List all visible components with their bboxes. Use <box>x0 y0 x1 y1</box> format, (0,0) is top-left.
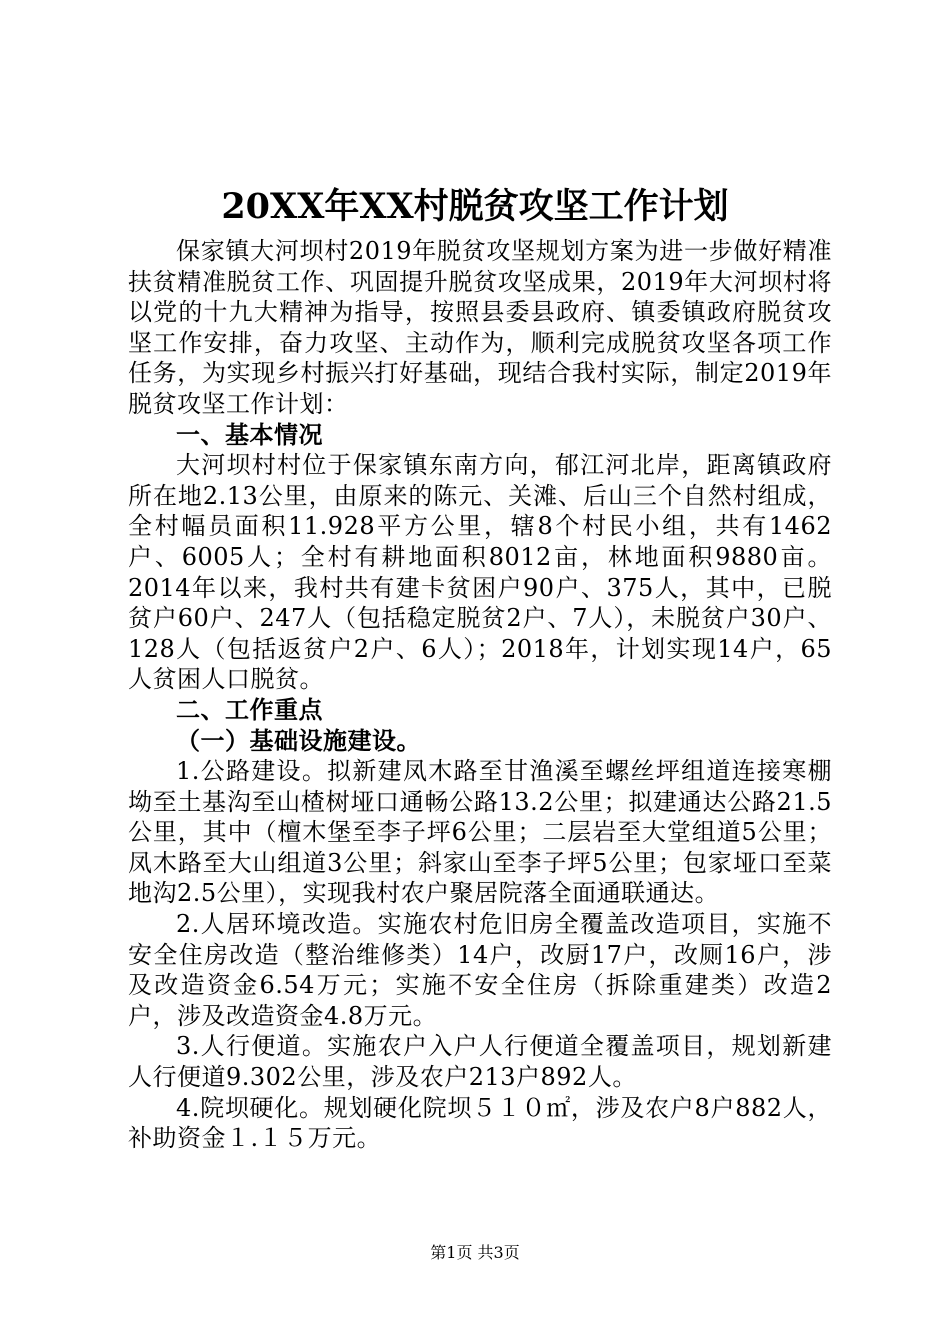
subheading-infrastructure: （一）基础设施建设。 <box>176 726 421 755</box>
page-footer: 第1页 共3页 <box>430 1243 520 1262</box>
heading-work-focus: 二、工作重点 <box>176 695 323 724</box>
heading-basic-situation: 一、基本情况 <box>176 420 323 449</box>
paragraph-road-construction: 1.公路建设。拟新建凤木路至甘渔溪至螺丝坪组道连接寒棚坳至土基沟至山楂树垭口通畅公路13.2公里；拟建通达公路21.5公里，其中（檀木堡至李子坪6公里；二层岩至大堂组道5公里；凤木路至大山组道3公里；斜家山至李子坪5公里；包家垭口至菜地沟2.5公里），实现我村农户聚居院落全面通联通达。 <box>128 757 832 908</box>
paragraph-intro: 保家镇大河坝村2019年脱贫攻坚规划方案为进一步做好精准扶贫精准脱贫工作、巩固提升脱贫攻坚成果，2019年大河坝村将以党的十九大精神为指导，按照县委县政府、镇委镇政府脱贫攻坚工作安排，奋力攻坚、主动作为，顺利完成脱贫攻坚各项工作任务，为实现乡村振兴打好基础，现结合我村实际，制定2019年脱贫攻坚工作计划： <box>128 237 832 418</box>
paragraph-sidewalk: 3.人行便道。实施农户入户人行便道全覆盖项目，规划新建人行便道9.302公里，涉及农户213户892人。 <box>128 1032 832 1092</box>
paragraph-basic-situation: 大河坝村村位于保家镇东南方向，郁江河北岸，距离镇政府所在地2.13公里，由原来的陈元、关滩、后山三个自然村组成，全村幅员面积11.928平方公里，辖8个村民小组，共有1462户、6005人；全村有耕地面积8012亩，林地面积9880亩。2014年以来，我村共有建卡贫困户90户、375人，其中，已脱贫户60户、247人（包括稳定脱贫2户、7人），未脱贫户30户、128人（包括返贫户2户、6人）；2018年，计划实现14户，65人贫困人口脱贫。 <box>128 451 832 694</box>
paragraph-living-environment: 2.人居环境改造。实施农村危旧房全覆盖改造项目，实施不安全住房改造（整治维修类）14户，改厨17户，改厕16户，涉及改造资金6.54万元；实施不安全住房（拆除重建类）改造2户，涉及改造资金4.8万元。 <box>128 910 832 1030</box>
document-body <box>128 236 832 1154</box>
paragraph-courtyard: 4.院坝硬化。规划硬化院坝５１０㎡，涉及农户8户882人，补助资金１.１５万元。 <box>128 1093 832 1153</box>
document-title: 20XX年XX村脱贫攻坚工作计划 <box>221 186 729 227</box>
